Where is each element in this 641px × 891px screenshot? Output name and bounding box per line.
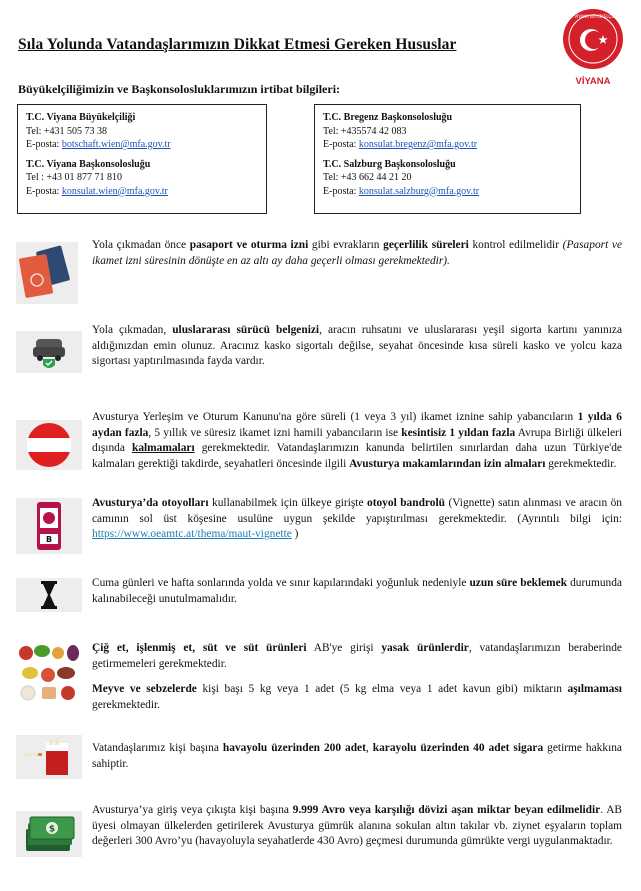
contact-box-right: [314, 104, 581, 214]
austria-flag-icon: [16, 420, 82, 470]
svg-text:$: $: [48, 824, 56, 835]
logo-label: VİYANA: [575, 76, 611, 87]
cigarette-text: Vatandaşlarımız kişi başına havayolu üzerinden 200 adet, karayolu üzerinden 40 adet sigara getirme hakkına sahiptir.: [92, 742, 622, 770]
email-link[interactable]: botschaft.wien@mfa.gov.tr: [61, 139, 171, 150]
food-text-1: Çiğ et, işlenmiş et, süt ve süt ürünleri AB'ye girişi yasak ürünlerdir, vatandaşlarımızın beraberinde getirmemeleri gerekmektedir.: [92, 642, 622, 670]
page-title: Sıla Yolunda Vatandaşlarımızın Dikkat Etmesi Gereken Hususlar: [18, 36, 457, 53]
residence-text: Avusturya Yerleşim ve Oturum Kanunu'na göre süreli (1 veya 3 yıl) ikamet iznine sahip yabancıların 1 yılda 6 aydan fazla, 5 yıllık ve süresiz ikamet izni hamili yabancıların ise kesintisiz 1 yıldan fazla Avrupa Birliği ülkeleri dışında kalmamaları gerekmektedir. Vatandaşlarımızın kanunda belirtilen sınırlardan daha uzun Türkiye'de kalmaları gerektiği takdirde, seyahatleri öncesinde ilgili Avusturya makamlarından izin almaları gerekmektedir.: [92, 411, 622, 470]
embassy-logo: [560, 8, 626, 87]
contact-box-left: [17, 104, 267, 214]
email-link[interactable]: konsulat.salzburg@mfa.gov.tr: [358, 185, 480, 197]
email-label: E-posta:: [26, 185, 62, 197]
money-text: Avusturya’ya giriş veya çıkışta kişi başına 9.999 Avro veya karşılığı dövizi aşan miktar beyan edilmelidir. AB üyesi olmayan ülkelerden getirilerek Avusturya gümrük alanına sokulan altın takılar vb. ziynet eşyaların toplam değerleri 300 Avro’yu (havayoluyla seyahatlerde 430 Avro) geçmesi durumunda gümrükte vergi uygulanmaktadır.: [92, 804, 623, 847]
passport-text: Yola çıkmadan önce pasaport ve oturma izni gibi evrakların geçerlilik süreleri kontrol edilmelidir (Pasaport ve ikamet izni süresinin dönüşte en az altı ay daha geçerli olması gerekmektedir).: [92, 239, 622, 267]
email-link[interactable]: konsulat.bregenz@mfa.gov.tr: [358, 139, 478, 150]
contact-tel: Tel: +435574 42 083: [323, 125, 407, 137]
email-link[interactable]: konsulat.wien@mfa.gov.tr: [61, 185, 168, 197]
food-icon: [16, 641, 82, 707]
waiting-text: Cuma günleri ve hafta sonlarında yolda ve sınır kapılarındaki yoğunluk nedeniyle uzun süre beklemek durumunda kalınabileceği unutulmamalıdır.: [92, 577, 622, 605]
contacts-heading: Büyükelçiliğimizin ve Başkonsolosluklarımızın irtibat bilgileri:: [18, 82, 341, 96]
vignette-link[interactable]: https://www.oeamtc.at/thema/maut-vignette: [92, 528, 292, 540]
contact-tel: Tel: +431 505 73 38: [26, 125, 108, 137]
svg-text:B: B: [45, 535, 53, 544]
email-label: E-posta:: [26, 139, 62, 150]
contact-name: T.C. Salzburg Başkonsolosluğu: [323, 158, 456, 170]
svg-text:T.C. VİYANA BÜYÜKELÇİLİĞİ: T.C. VİYANA BÜYÜKELÇİLİĞİ: [565, 14, 621, 19]
money-icon: [16, 811, 82, 857]
hourglass-icon: [16, 578, 82, 612]
vignette-text: Avusturya’da otoyolları kullanabilmek için ülkeye girişte otoyol bandrolü (Vignette) satın alınması ve aracın ön camının sol üst köşesine usulüne uygun şekilde yapıştırılması gerekmektedir. (Ayrıntılı bilgi için: https://www.oeamtc.at/thema/maut-vignette ): [92, 497, 622, 540]
email-label: E-posta:: [323, 139, 359, 150]
contact-name: T.C. Viyana Başkonsolosluğu: [26, 158, 151, 170]
car-insurance-icon: [16, 331, 82, 373]
license-text: Yola çıkmadan, uluslararası sürücü belgenizi, aracın ruhsatını ve uluslararası yeşil sigorta kartını yanınıza aldığınızdan emin olunuz. Aracınız kasko sigortalı değilse, seyahat öncesinde kısa süreli kasko ve yolcu kaza sigortası yaptırılmasında fayda vardır.: [92, 324, 623, 367]
vignette-icon: [16, 498, 82, 554]
contact-tel: Tel : +43 01 877 71 810: [26, 172, 123, 183]
food-text-2: Meyve ve sebzelerde kişi başı 5 kg veya 1 adet (5 kg elma veya 1 adet kavun gibi) miktarın aşılmaması gerekmektedir.: [92, 683, 622, 711]
cigarette-icon: [16, 735, 82, 779]
contact-tel: Tel: +43 662 44 21 20: [323, 172, 412, 183]
passport-icon: [16, 242, 78, 304]
email-label: E-posta:: [323, 185, 359, 197]
contact-name: T.C. Viyana Büyükelçiliği: [26, 112, 136, 123]
seal-icon: [562, 8, 624, 70]
contact-name: T.C. Bregenz Başkonsolosluğu: [323, 112, 453, 123]
